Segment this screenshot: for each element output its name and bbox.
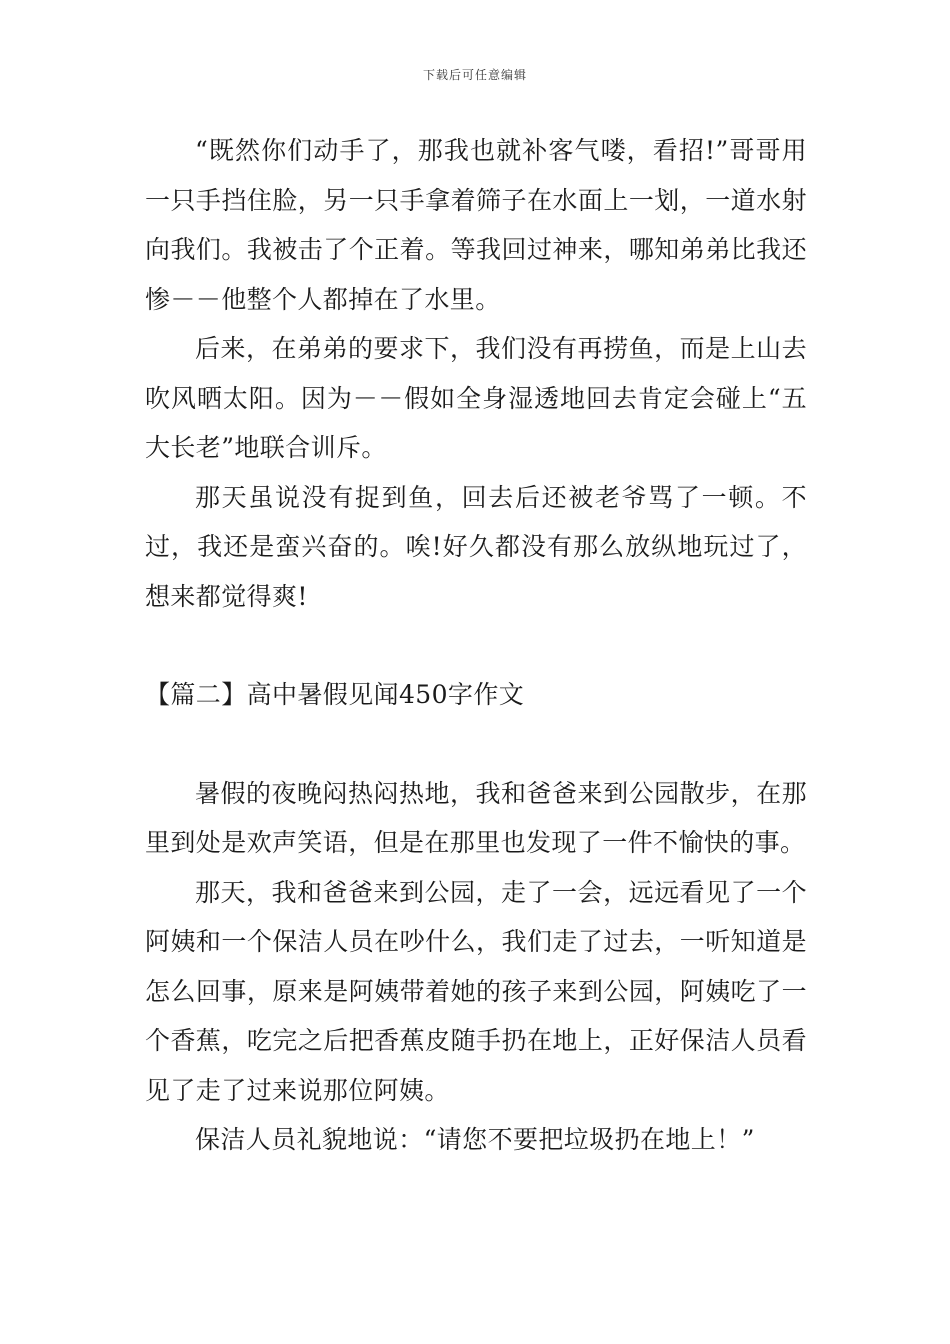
paragraph: 那天，我和爸爸来到公园，走了一会，远远看见了一个阿姨和一个保洁人员在吵什么，我们走了过去，一听知道是怎么回事，原来是阿姨带着她的孩子来到公园，阿姨吃了一个香蕉，吃完之后把香蕉皮随手扔在地上，正好保洁人员看见了走了过来说那位阿姨。 [145,877,807,1105]
paragraph: 后来，在弟弟的要求下，我们没有再捞鱼，而是上山去吹风晒太阳。因为－－假如全身湿透地回去肯定会碰上“五大长老”地联合训斥。 [145,334,807,462]
document-body [145,126,807,1165]
paragraph: 保洁人员礼貌地说：“请您不要把垃圾扔在地上！” [195,1125,755,1154]
paragraph: 那天虽说没有捉到鱼，回去后还被老爷骂了一顿。不过，我还是蛮兴奋的。唉!好久都没有那么放纵地玩过了，想来都觉得爽! [145,482,807,611]
paragraph: “既然你们动手了，那我也就补客气喽，看招!”哥哥用一只手挡住脸，另一只手拿着筛子在水面上一划，一道水射向我们。我被击了个正着。等我回过神来，哪知弟弟比我还惨－－他整个人都掉在了水里。 [145,136,807,314]
page-header-note: 下载后可任意编辑 [422,68,527,82]
paragraph: 暑假的夜晚闷热闷热地，我和爸爸来到公园散步，在那里到处是欢声笑语，但是在那里也发现了一件不愉快的事。 [145,778,807,857]
section-title: 【篇二】高中暑假见闻450字作文 [145,680,525,709]
